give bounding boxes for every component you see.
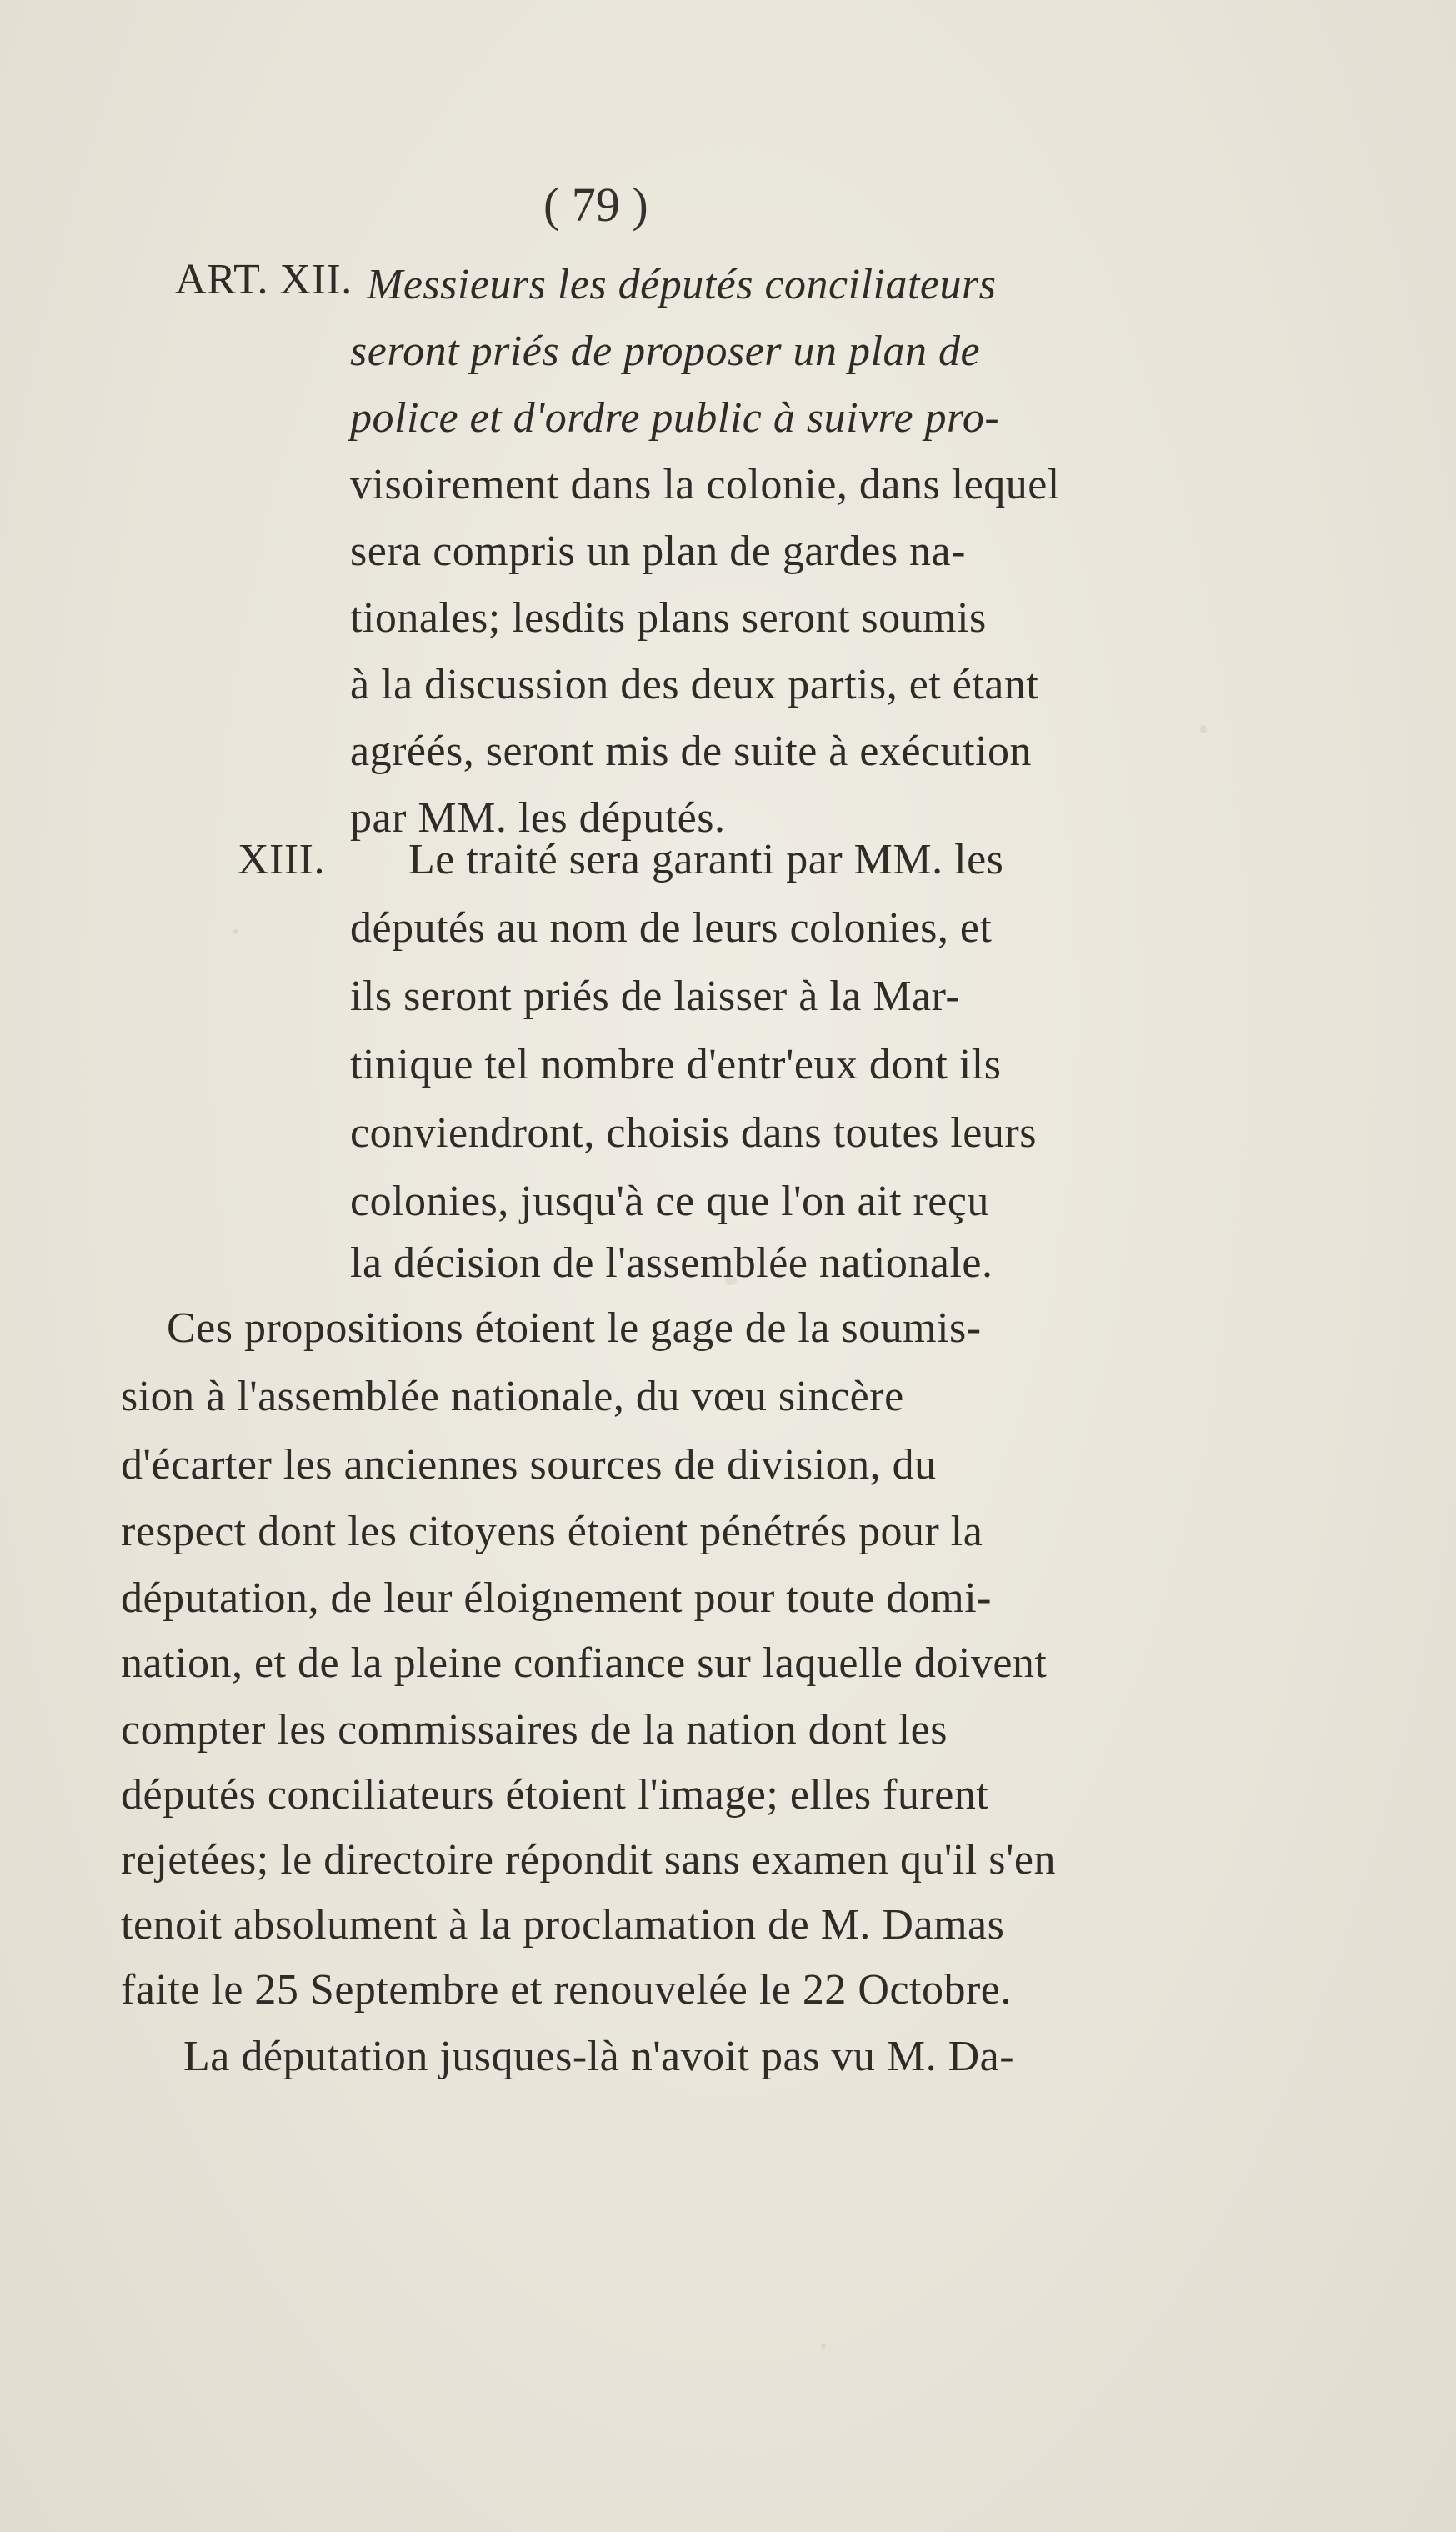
article-xiii-line: la décision de l'assemblée nationale. — [350, 1239, 993, 1287]
article-xiii-line: tinique tel nombre d'entr'eux dont ils — [350, 1041, 1002, 1088]
article-xiii-line: députés au nom de leurs colonies, et — [350, 904, 993, 952]
paper-spot — [725, 1275, 737, 1285]
paragraph-line: compter les commissaires de la nation dont les — [121, 1706, 948, 1754]
article-xii-line: tionales; lesdits plans seront soumis — [350, 594, 987, 642]
article-xii-line: Messieurs les députés conciliateurs — [367, 261, 997, 308]
paragraph-line: Ces propositions étoient le gage de la soumis- — [167, 1304, 982, 1352]
article-xii-line: à la discussion des deux partis, et étant — [350, 661, 1039, 708]
paragraph-line: respect dont les citoyens étoient pénétrés pour la — [121, 1508, 983, 1555]
page-number: ( 79 ) — [543, 178, 648, 232]
paper-spot — [821, 2344, 826, 2349]
paragraph-line: faite le 25 Septembre et renouvelée le 22 Octobre. — [121, 1966, 1012, 2014]
article-xiii-line: ils seront priés de laisser à la Mar- — [350, 973, 961, 1020]
paragraph-line: d'écarter les anciennes sources de division, du — [121, 1441, 937, 1489]
article-xii-line: visoirement dans la colonie, dans lequel — [350, 461, 1060, 508]
article-xiii-line: Le traité sera garanti par MM. les — [408, 836, 1004, 883]
article-xii-label: ART. XII. — [175, 256, 353, 303]
article-xii-line: agréés, seront mis de suite à exécution — [350, 728, 1033, 775]
article-xii-line: par MM. les députés. — [350, 794, 726, 842]
paragraph-line: nation, et de la pleine confiance sur laquelle doivent — [121, 1639, 1048, 1687]
article-xii-line: police et d'ordre public à suivre pro- — [350, 394, 1000, 442]
paragraph-line: rejetées; le directoire répondit sans examen qu'il s'en — [121, 1836, 1056, 1884]
paper-spot — [233, 929, 238, 934]
article-xiii-label: XIII. — [238, 836, 326, 883]
paper-spot — [1200, 725, 1207, 733]
article-xiii-line: colonies, jusqu'à ce que l'on ait reçu — [350, 1178, 989, 1225]
paragraph-line: La députation jusques-là n'avoit pas vu M. Da- — [183, 2033, 1015, 2080]
article-xiii-line: conviendront, choisis dans toutes leurs — [350, 1109, 1037, 1157]
article-xii-line: seront priés de proposer un plan de — [350, 328, 981, 375]
article-xii-line: sera compris un plan de gardes na- — [350, 528, 966, 575]
paragraph-line: sion à l'assemblée nationale, du vœu sincère — [121, 1373, 904, 1420]
paragraph-line: députation, de leur éloignement pour toute domi- — [121, 1574, 992, 1622]
paragraph-line: députés conciliateurs étoient l'image; elles furent — [121, 1771, 989, 1819]
paragraph-line: tenoit absolument à la proclamation de M. Damas — [121, 1901, 1005, 1949]
